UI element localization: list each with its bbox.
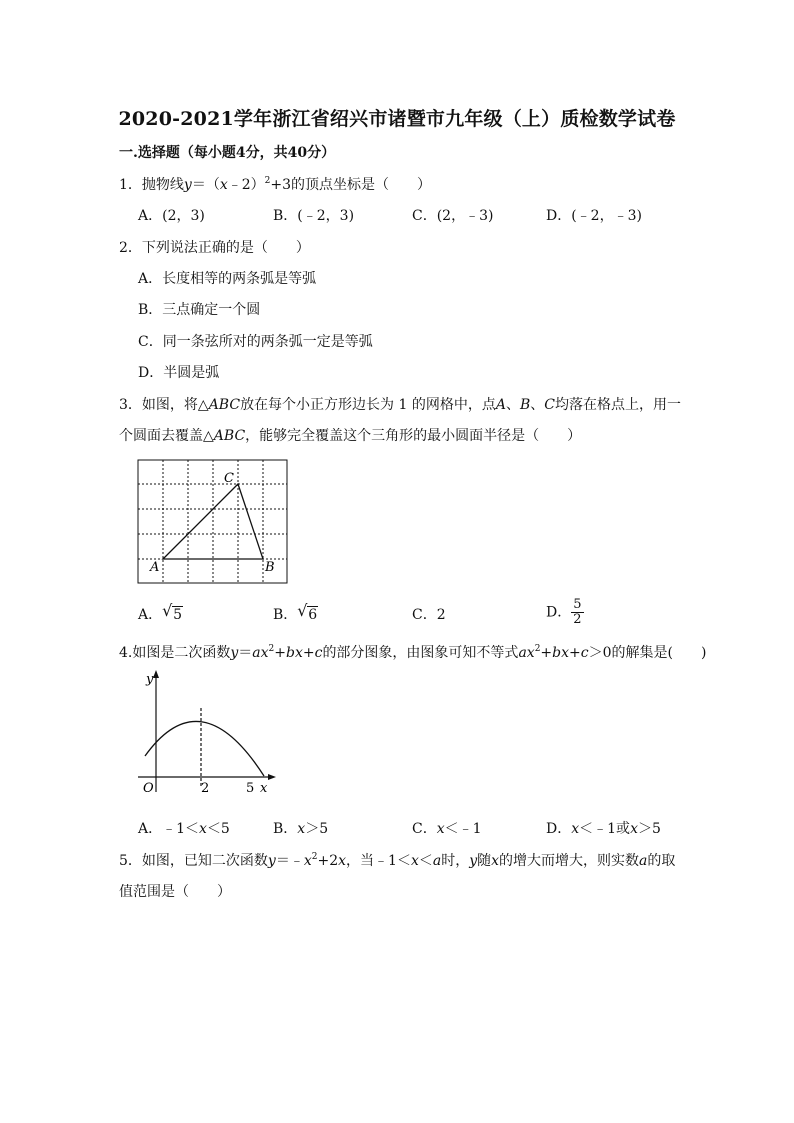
section-heading: 一.选择题（每小题4分，共40分） <box>119 145 336 161</box>
stem-text: 放在每个小正方形边长为 1 的网格中，点 <box>240 397 496 413</box>
stem-text: ＜ <box>418 853 433 869</box>
stem-text: 4.如图是二次函数 <box>119 645 231 661</box>
var-x: x <box>630 821 638 837</box>
stem-text: ＝ <box>238 645 253 661</box>
q2-option-d: D．半圆是弧 <box>138 365 220 381</box>
option-text: A．﹣1＜ <box>138 821 200 837</box>
var-bxc: +bx+c <box>274 645 323 661</box>
radicand: 5 <box>173 607 183 623</box>
option-text: D． <box>546 821 572 837</box>
question-number: 1． <box>119 177 142 193</box>
fraction <box>571 598 583 627</box>
option-letter: D． <box>546 604 572 621</box>
option-text: ＜5 <box>206 821 230 837</box>
var-x: x <box>338 853 347 869</box>
question-3-stem-line1 <box>119 396 681 414</box>
var-x: x <box>219 177 228 193</box>
question-number: 2． <box>119 240 142 256</box>
origin-label: O <box>143 781 154 796</box>
q3-option-c: C．2 <box>412 607 446 623</box>
question-4-stem <box>119 644 706 662</box>
option-text: ＞5 <box>305 821 329 837</box>
q4-option-c <box>412 820 482 838</box>
var-ax: ax <box>252 645 269 661</box>
q3-option-d <box>546 598 584 627</box>
sqrt-expression: √ 6 <box>297 601 318 623</box>
stem-text: 个圆面去覆盖△ <box>119 428 214 444</box>
exponent: 2 <box>311 852 318 862</box>
label-b: B <box>265 560 275 575</box>
q1-option-a: A．(2，3) <box>138 208 205 224</box>
parabola-curve <box>145 721 264 776</box>
separator: 、 <box>506 397 520 413</box>
sqrt-expression: √ 5 <box>162 601 183 623</box>
label-c: C <box>224 471 234 486</box>
var-x: x <box>571 821 580 837</box>
var-a: a <box>432 853 442 869</box>
option-letter: B． <box>273 607 298 623</box>
parabola-figure <box>134 668 284 798</box>
var-x: x <box>303 853 312 869</box>
q4-option-d <box>546 820 661 838</box>
stem-text: ＝（ <box>191 177 220 193</box>
label-a: A <box>150 560 160 575</box>
var-x: x <box>410 853 419 869</box>
y-axis-label: y <box>146 672 154 687</box>
var-x: x <box>297 821 306 837</box>
option-text: ＜﹣1 <box>444 821 482 837</box>
option-letter: A． <box>138 607 163 623</box>
tick-label-2: 2 <box>201 781 210 796</box>
var-a: a <box>639 853 648 869</box>
q1-option-d: D．(﹣2，﹣3) <box>546 208 642 224</box>
stem-text: 时， <box>441 853 470 869</box>
var-abc: ABC <box>213 428 246 444</box>
stem-text: ，当﹣1＜ <box>346 853 411 869</box>
var-ax: ax <box>518 645 535 661</box>
option-text: B． <box>273 821 298 837</box>
var-x: x <box>199 821 207 837</box>
exponent: 2 <box>534 644 541 654</box>
stem-text: 下列说法正确的是（ ） <box>141 240 310 256</box>
stem-text: 均落在格点上，用一 <box>555 397 682 413</box>
var-bxc: +bx+c <box>540 645 589 661</box>
q4-option-b <box>273 820 328 838</box>
numerator: 5 <box>573 597 582 612</box>
grid-triangle-figure <box>136 458 292 586</box>
var-y: y <box>230 645 239 661</box>
stem-text: ＞0的解集是( ) <box>588 645 707 661</box>
option-text: ＞5 <box>637 821 661 837</box>
var-b: B <box>520 397 531 413</box>
stem-text: ＝﹣ <box>275 853 304 869</box>
q1-option-c: C．(2，﹣3) <box>412 208 494 224</box>
page-title: 2020-2021学年浙江省绍兴市诸暨市九年级（上）质检数学试卷 <box>118 108 676 130</box>
stem-text: 5．如图，已知二次函数 <box>119 853 268 869</box>
stem-text: ，能够完全覆盖这个三角形的最小圆面半径是（ ） <box>245 428 582 444</box>
stem-text: 的增大而增大，则实数 <box>499 853 640 869</box>
question-5-stem-line1 <box>119 852 675 870</box>
separator: 、 <box>530 397 545 413</box>
exponent: 2 <box>264 176 271 186</box>
stem-text: +2 <box>317 853 339 869</box>
exponent: 2 <box>268 644 275 654</box>
var-x: x <box>491 853 500 869</box>
stem-text: 3．如图，将△ <box>119 397 209 413</box>
question-5-stem-line2: 值范围是（ ） <box>119 884 231 900</box>
y-axis-arrow <box>153 670 159 678</box>
var-abc: ABC <box>208 397 241 413</box>
stem-text: ﹣2） <box>227 177 265 193</box>
var-c: C <box>544 397 556 413</box>
q3-option-b <box>273 601 318 624</box>
stem-text: 抛物线 <box>141 177 184 193</box>
q4-option-a <box>138 820 230 838</box>
var-y: y <box>469 853 478 869</box>
x-axis-arrow <box>268 774 276 780</box>
option-text: ＜﹣1或 <box>579 821 631 837</box>
q2-option-c: C．同一条弦所对的两条弧一定是等弧 <box>138 334 373 350</box>
radicand: 6 <box>308 607 318 623</box>
var-y: y <box>267 853 276 869</box>
var-x: x <box>436 821 445 837</box>
question-2-stem <box>119 239 310 257</box>
stem-text: +3的顶点坐标是（ ） <box>270 177 432 193</box>
q1-option-b: B．(﹣2，3) <box>273 208 355 224</box>
var-y: y <box>183 177 192 193</box>
q2-option-a: A．长度相等的两条弧是等弧 <box>138 271 317 287</box>
stem-text: 的取 <box>647 853 676 869</box>
q2-option-b: B．三点确定一个圆 <box>138 302 261 318</box>
q3-option-a <box>138 601 183 624</box>
question-1-stem <box>119 176 431 194</box>
var-a: A <box>495 397 506 413</box>
stem-text: 的部分图象，由图象可知不等式 <box>322 645 519 661</box>
x-axis-label: x <box>260 781 268 796</box>
question-3-stem-line2 <box>119 427 581 445</box>
stem-text: 随 <box>477 853 492 869</box>
denominator: 2 <box>573 612 582 627</box>
option-text: C． <box>412 821 437 837</box>
tick-label-5: 5 <box>246 781 255 796</box>
